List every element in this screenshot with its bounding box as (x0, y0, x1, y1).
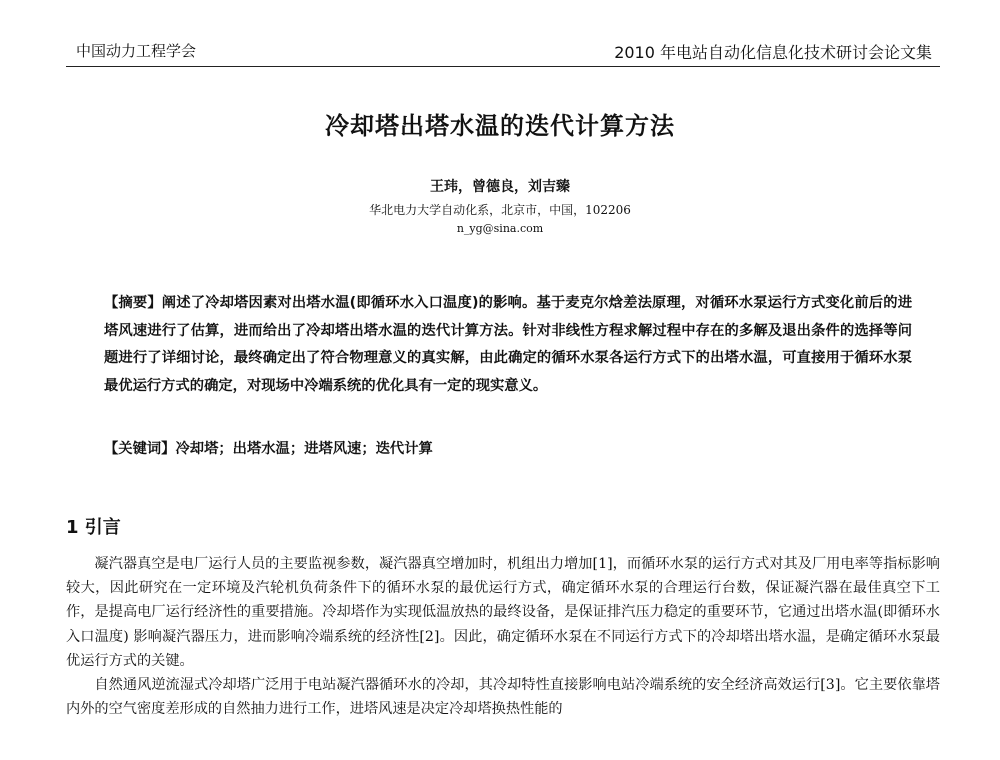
paper-title: 冷却塔出塔水温的迭代计算方法 (325, 112, 675, 140)
paper-authors: 王玮，曾德良，刘吉臻 (430, 179, 570, 195)
header-society: 中国动力工程学会 (76, 42, 197, 60)
author-email: n_yg@sina.com (456, 222, 544, 235)
section-body (66, 552, 940, 721)
author-affiliation: 华北电力大学自动化系，北京市，中国，102206 (369, 203, 631, 217)
body-paragraph: 凝汽器真空是电厂运行人员的主要监视参数，凝汽器真空增加时，机组出力增加[1]，而循环水泵的运行方式对其及厂用电率等指标影响较大，因此研究在一定环境及汽轮机负荷条件下的循环水泵的最优运行方式，确定循环水泵的合理运行台数，保证凝汽器在最佳真空下工作，是提高电厂运行经济性的重要措施。冷却塔作为实现低温放热的最终设备，是保证排汽压力稳定的重要环节，它通过出塔水温(即循环水入口温度) 影响凝汽器压力，进而影响冷端系统的经济性[2]。因此，确定循环水泵在不同运行方式下的冷却塔出塔水温，是确定循环水泵最优运行方式的关键。 (66, 556, 940, 669)
body-paragraph: 自然通风逆流湿式冷却塔广泛用于电站凝汽器循环水的冷却，其冷却特性直接影响电站冷端系统的安全经济高效运行[3]。它主要依靠塔内外的空气密度差形成的自然抽力进行工作，进塔风速是决定冷却塔换热性能的 (66, 677, 940, 718)
running-header (66, 36, 940, 67)
keywords: 【关键词】冷却塔；出塔水温；进塔风速；迭代计算 (104, 441, 433, 457)
abstract: 【摘要】阐述了冷却塔因素对出塔水温(即循环水入口温度)的影响。基于麦克尔焓差法原理，对循环水泵运行方式变化前后的进塔风速进行了估算，进而给出了冷却塔出塔水温的迭代计算方法。针对非线性方程求解过程中存在的多解及退出条件的选择等问题进行了详细讨论，最终确定出了符合物理意义的真实解，由此确定的循环水泵各运行方式下的出塔水温，可直接用于循环水泵最优运行方式的确定，对现场中冷端系统的优化具有一定的现实意义。 (104, 295, 912, 394)
header-proceedings: 2010 年电站自动化信息化技术研讨会论文集 (614, 43, 932, 62)
section-heading-introduction: 1 引言 (66, 517, 121, 538)
